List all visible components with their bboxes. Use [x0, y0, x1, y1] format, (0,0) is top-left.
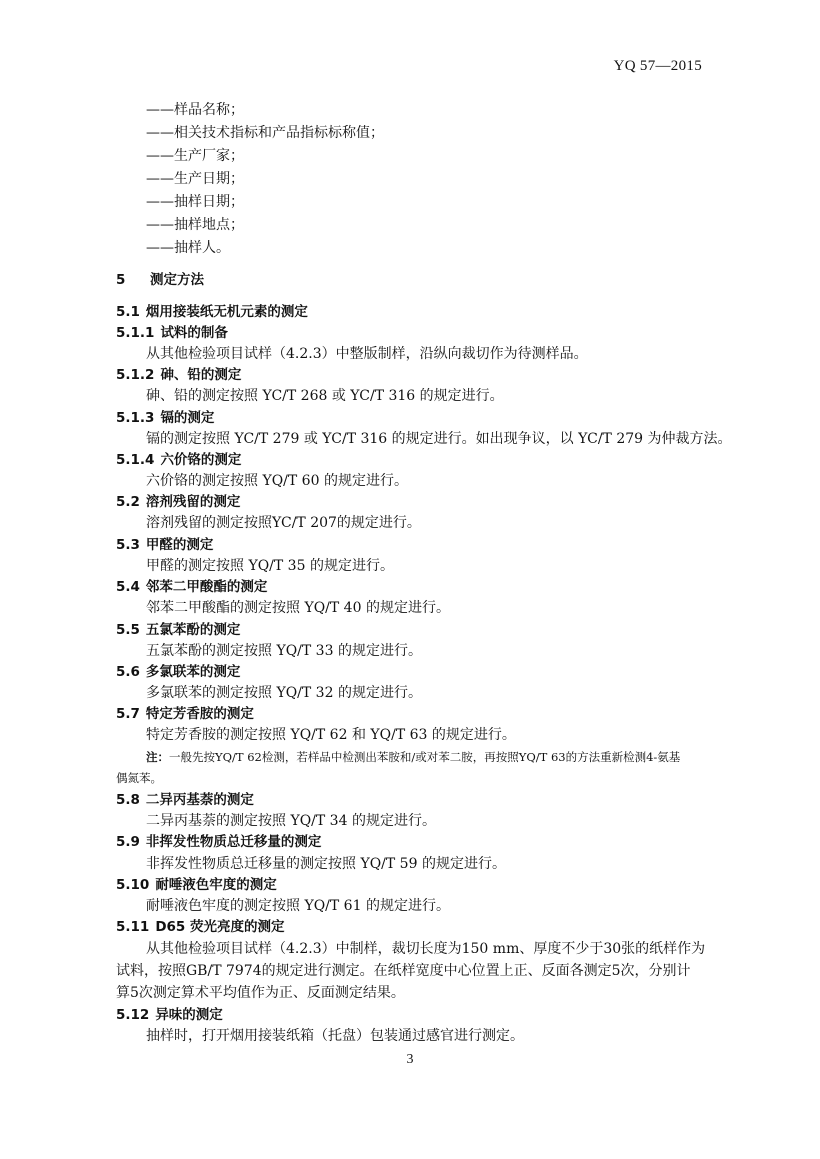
section-title: 五氯苯酚的测定: [145, 622, 241, 638]
section-title: 甲醛的测定: [145, 537, 214, 553]
section-body: 耐唾液色牢度的测定按照 YQ/T 61 的规定进行。: [146, 898, 450, 914]
section-body: 从其他检验项目试样（4.2.3）中制样，裁切长度为150 mm、厚度不少于30张的纸样作为: [146, 941, 706, 957]
section-title: 测定方法: [150, 272, 204, 288]
section-number: 5.7: [116, 706, 140, 722]
section-title: 异味的测定: [155, 1007, 223, 1023]
page-number: 3: [406, 1052, 414, 1067]
list-item: ——生产厂家；: [146, 148, 244, 164]
section-number: 5.8: [116, 792, 140, 808]
section-title: 六价铬的测定: [160, 452, 242, 468]
section-body: 甲醛的测定按照 YQ/T 35 的规定进行。: [146, 558, 394, 574]
section-title: D65 荧光亮度的测定: [155, 919, 285, 935]
section-number: 5.4: [116, 579, 140, 595]
section-heading: [116, 451, 241, 469]
section-title: 镉的测定: [160, 410, 215, 426]
section-heading: [116, 409, 214, 427]
section-body: 特定芳香胺的测定按照 YQ/T 62 和 YQ/T 63 的规定进行。: [146, 727, 516, 743]
section-number: 5.11: [116, 919, 150, 935]
section-number: 5.1: [116, 304, 140, 320]
list-item: ——抽样人。: [146, 240, 230, 256]
section-number: 5.5: [116, 622, 140, 638]
section-body: 砷、铅的测定按照 YC/T 268 或 YC/T 316 的规定进行。: [146, 388, 504, 404]
note-text: 一般先按YQ/T 62检测，若样品中检测出苯胺和/或对苯二胺，再按照YQ/T 63的方法重新检测4-氨基: [169, 750, 681, 764]
section-body: 溶剂残留的测定按照YC/T 207的规定进行。: [146, 515, 421, 531]
section-heading: [116, 324, 228, 342]
section-heading: [116, 536, 213, 554]
section-title: 试料的制备: [160, 325, 228, 341]
section-title: 砷、铅的测定: [160, 367, 242, 383]
section-body: 从其他检验项目试样（4.2.3）中整版制样，沿纵向裁切作为待测样品。: [146, 346, 588, 362]
section-body-continuation: 试料，按照GB/T 7974的规定进行测定。在纸样宽度中心位置上正、反面各测定5次，分别计: [116, 963, 691, 979]
list-item: ——相关技术指标和产品指标标称值；: [146, 125, 384, 141]
section-number: 5.3: [116, 537, 140, 553]
note: [146, 748, 680, 766]
section-body: 多氯联苯的测定按照 YQ/T 32 的规定进行。: [146, 685, 422, 701]
section-title: 非挥发性物质总迁移量的测定: [145, 834, 322, 850]
section-title: 特定芳香胺的测定: [145, 706, 254, 722]
section-heading: [116, 791, 254, 809]
section-heading: [116, 621, 240, 639]
section-body: 六价铬的测定按照 YQ/T 60 的规定进行。: [146, 473, 408, 489]
section-heading: [116, 663, 240, 681]
section-heading: [116, 1006, 223, 1024]
section-heading: [116, 918, 285, 936]
section-heading: [116, 876, 277, 894]
section-number: 5.9: [116, 834, 140, 850]
section-number: 5.10: [116, 877, 150, 893]
list-item: ——样品名称；: [146, 102, 244, 118]
section-number: 5.1.4: [116, 452, 155, 468]
section-heading: [116, 833, 321, 851]
section-heading: [116, 303, 308, 321]
section-number: 5.6: [116, 664, 140, 680]
section-title: 烟用接装纸无机元素的测定: [145, 304, 308, 320]
section-heading: [116, 493, 240, 511]
section-number: 5.1.1: [116, 325, 155, 341]
section-title: 多氯联苯的测定: [145, 664, 241, 680]
section-number: 5.1.2: [116, 367, 155, 383]
section-heading: [116, 271, 204, 289]
section-title: 耐唾液色牢度的测定: [155, 877, 277, 893]
section-title: 二异丙基萘的测定: [145, 792, 254, 808]
section-body: 邻苯二甲酸酯的测定按照 YQ/T 40 的规定进行。: [146, 600, 450, 616]
section-body: 五氯苯酚的测定按照 YQ/T 33 的规定进行。: [146, 643, 422, 659]
section-title: 溶剂残留的测定: [145, 494, 241, 510]
section-heading: [116, 705, 254, 723]
section-number: 5: [116, 272, 126, 288]
list-item: ——生产日期；: [146, 171, 244, 187]
section-body: 二异丙基萘的测定按照 YQ/T 34 的规定进行。: [146, 813, 436, 829]
section-title: 邻苯二甲酸酯的测定: [145, 579, 268, 595]
list-item: ——抽样地点；: [146, 217, 244, 233]
section-number: 5.12: [116, 1007, 150, 1023]
section-body: 镉的测定按照 YC/T 279 或 YC/T 316 的规定进行。如出现争议，以 YC/T 279 为仲裁方法。: [146, 431, 732, 447]
section-body: 非挥发性物质总迁移量的测定按照 YQ/T 59 的规定进行。: [146, 856, 506, 872]
list-item: ——抽样日期；: [146, 194, 244, 210]
section-body: 抽样时，打开烟用接装纸箱（托盘）包装通过感官进行测定。: [146, 1028, 524, 1044]
note-continuation: 偶氮苯。: [116, 771, 162, 785]
section-number: 5.2: [116, 494, 140, 510]
note-label: 注：: [146, 750, 169, 764]
section-heading: [116, 578, 267, 596]
section-heading: [116, 366, 241, 384]
section-body-continuation: 算5次测定算术平均值作为正、反面测定结果。: [116, 985, 405, 1001]
document-code-header: YQ 57—2015: [613, 58, 702, 74]
section-number: 5.1.3: [116, 410, 155, 426]
